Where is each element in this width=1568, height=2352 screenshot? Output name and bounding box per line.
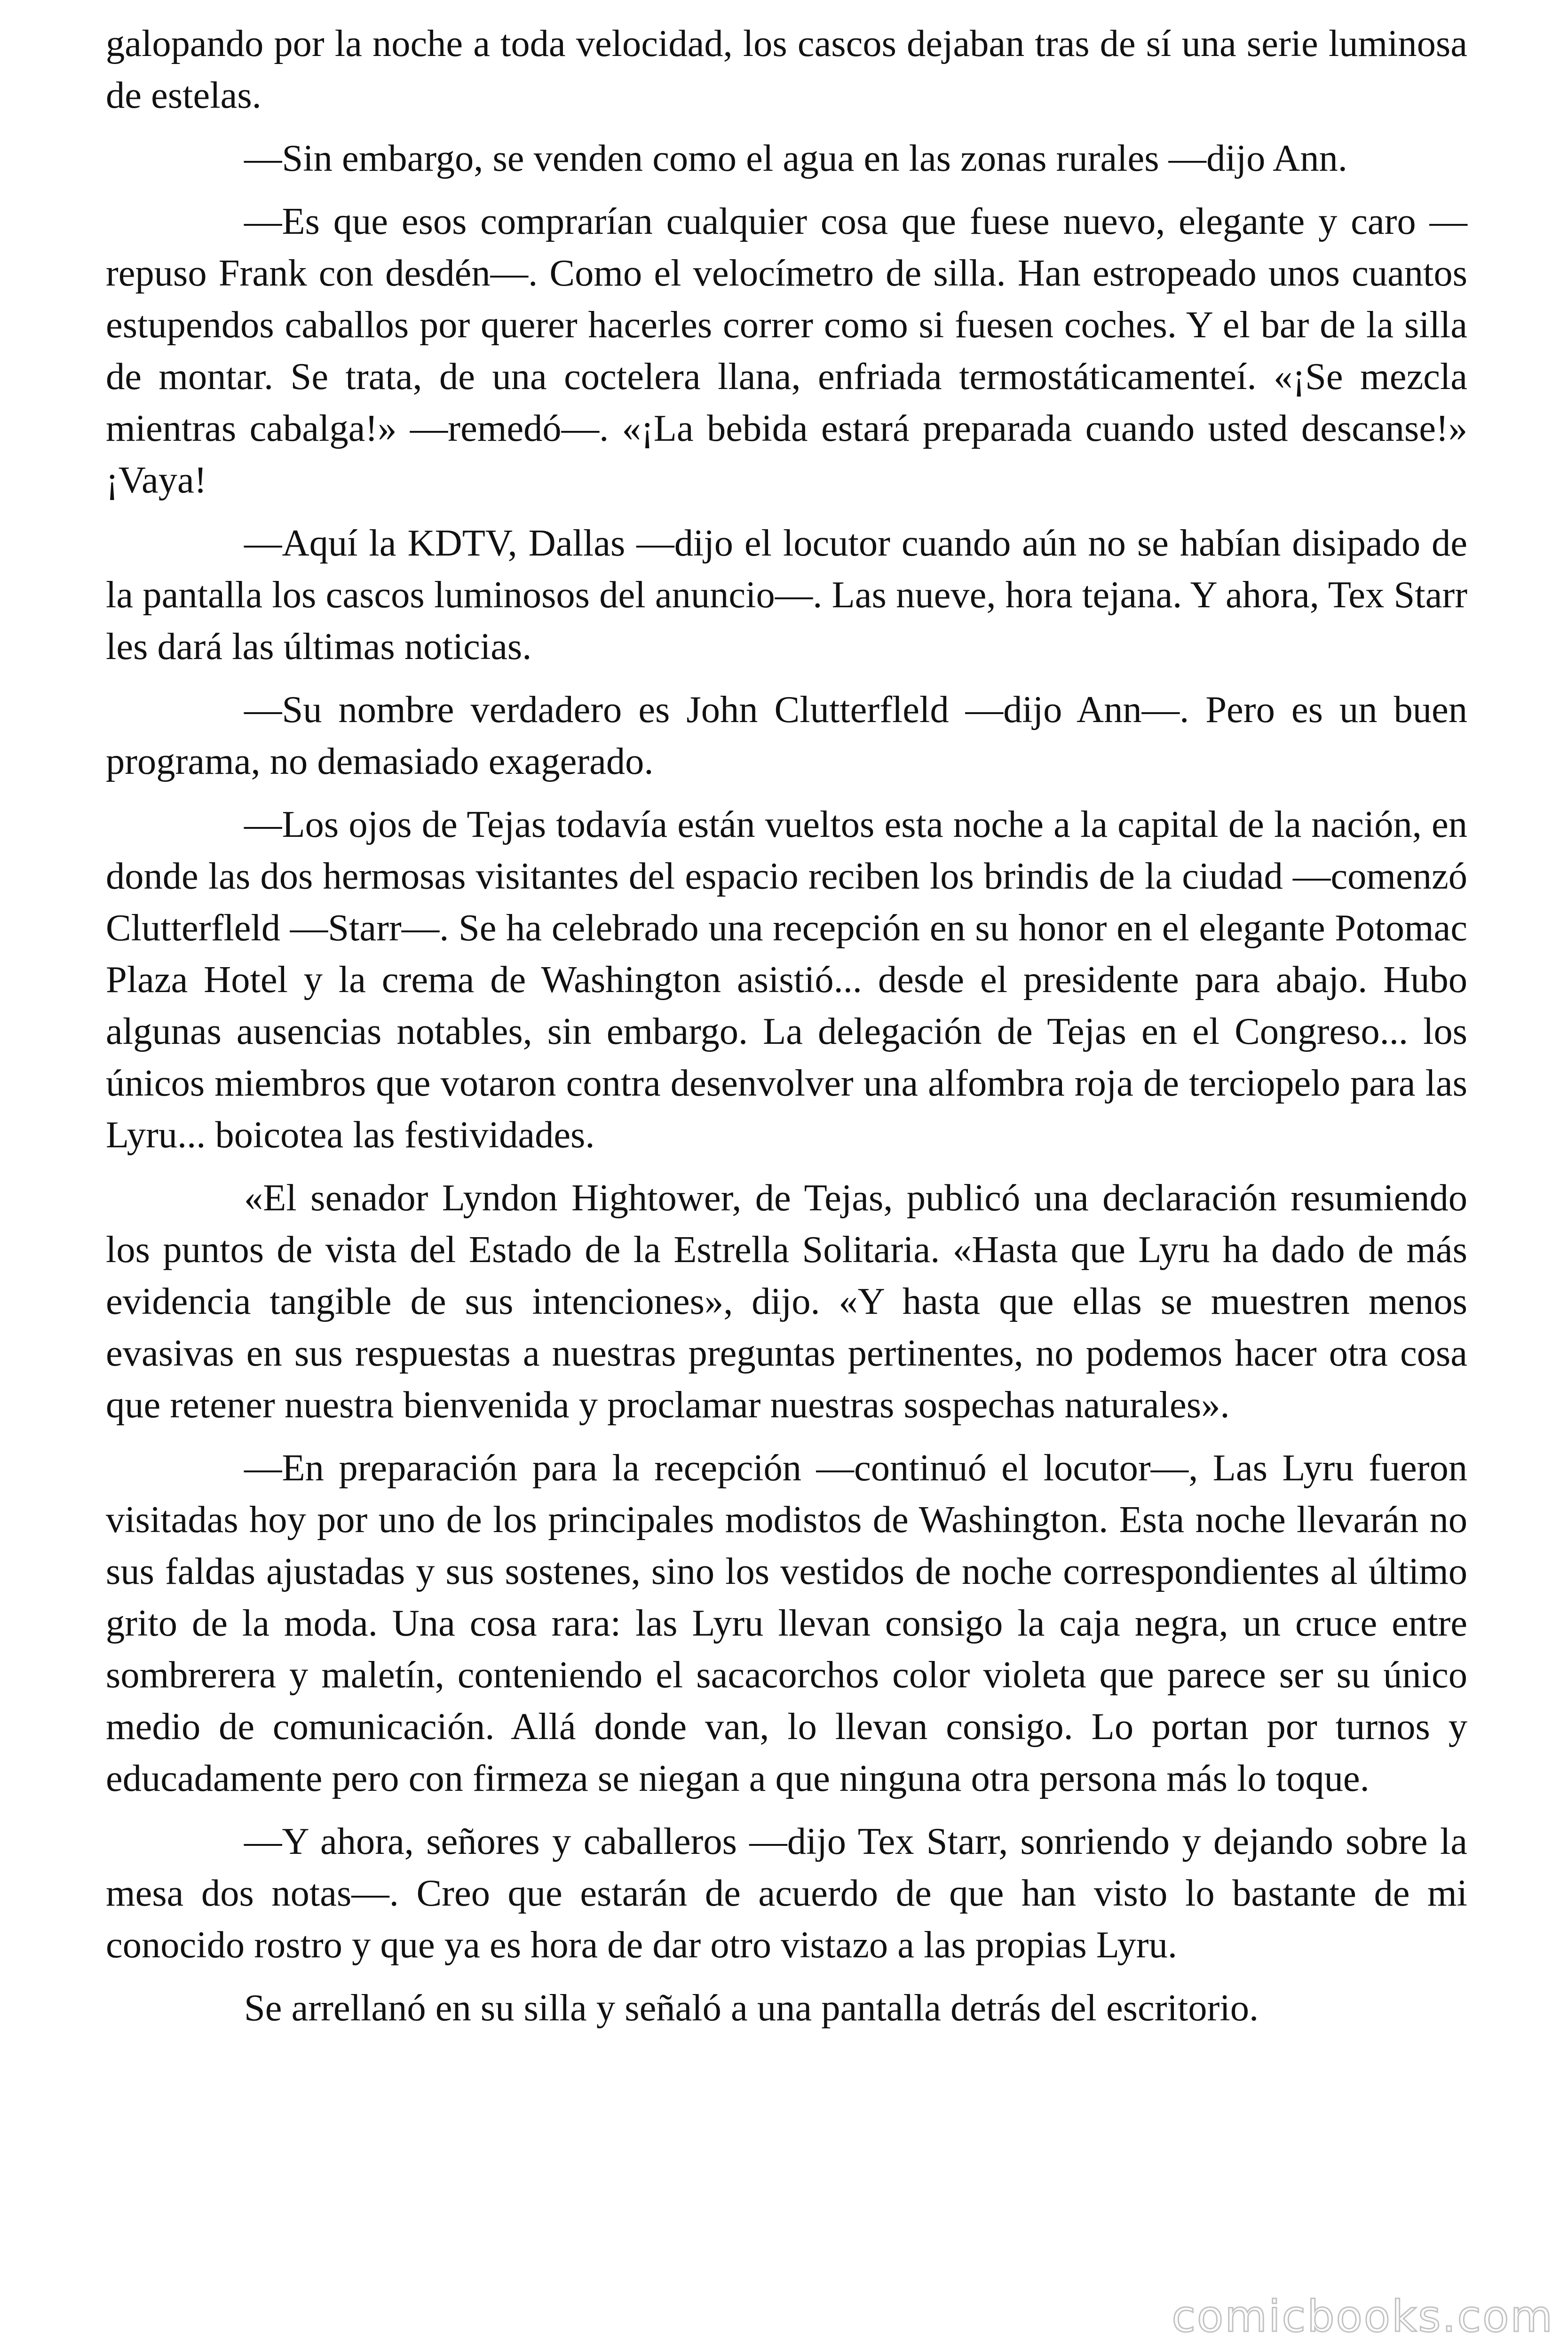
paragraph: «El senador Lyndon Hightower, de Tejas, publicó una declaración resumiendo los puntos de vista del Estado de la Estrella Solitaria. «Hasta que Lyru ha dado de más evidencia tangible de sus intenciones», dijo. «Y hasta que ellas se muestren menos evasivas en sus respuestas a nuestras preguntas pertinentes, no podemos hacer otra cosa que retener nuestra bienvenida y proclamar nuestras sospechas naturales». <box>106 1177 1467 1426</box>
watermark: comicbooks.com <box>1172 2291 1554 2342</box>
paragraph: —En preparación para la recepción —continuó el locutor—, Las Lyru fueron visitadas hoy por uno de los principales modistos de Washington. Esta noche llevarán no sus faldas ajustadas y sus sostenes, sino los vestidos de noche correspondientes al último grito de la moda. Una cosa rara: las Lyru llevan consigo la caja negra, un cruce entre sombrerera y maletín, conteniendo el sacacorchos color violeta que parece ser su único medio de comunicación. Allá donde van, lo llevan consigo. Lo portan por turnos y educadamente pero con firmeza se niegan a que ninguna otra persona más lo toque. <box>106 1447 1467 1799</box>
paragraph: galopando por la noche a toda velocidad, los cascos dejaban tras de sí una serie luminosa de estelas. <box>106 23 1467 116</box>
paragraph: —Los ojos de Tejas todavía están vueltos esta noche a la capital de la nación, en donde las dos hermosas visitantes del espacio reciben los brindis de la ciudad —comenzó Clutterfleld —Starr—. Se ha celebrado una recepción en su honor en el elegante Potomac Plaza Hotel y la crema de Washington asistió... desde el presidente para abajo. Hubo algunas ausencias notables, sin embargo. La delegación de Tejas en el Congreso... los únicos miembros que votaron contra desenvolver una alfombra roja de terciopelo para las Lyru... boicotea las festividades. <box>106 803 1467 1156</box>
paragraph: —Aquí la KDTV, Dallas —dijo el locutor cuando aún no se habían disipado de la pantalla los cascos luminosos del anuncio—. Las nueve, hora tejana. Y ahora, Tex Starr les dará las últimas noticias. <box>106 522 1467 667</box>
paragraph: Se arrellanó en su silla y señaló a una pantalla detrás del escritorio. <box>244 1987 1259 2029</box>
paragraph: —Es que esos comprarían cualquier cosa que fuese nuevo, elegante y caro —repuso Frank con desdén—. Como el velocímetro de silla. Han estropeado unos cuantos estupendos caballos por querer hacerles correr como si fuesen coches. Y el bar de la silla de montar. Se trata, de una coctelera llana, enfriada termostáticamenteí. «¡Se mezcla mientras cabalga!» —remedó—. «¡La bebida estará preparada cuando usted descanse!» ¡Vaya! <box>106 200 1467 501</box>
book-page <box>106 18 1467 2328</box>
paragraph: —Y ahora, señores y caballeros —dijo Tex Starr, sonriendo y dejando sobre la mesa dos notas—. Creo que estarán de acuerdo de que han visto lo bastante de mi conocido rostro y que ya es hora de dar otro vistazo a las propias Lyru. <box>106 1820 1467 1966</box>
paragraph: —Sin embargo, se venden como el agua en las zonas rurales —dijo Ann. <box>244 137 1347 179</box>
paragraph: —Su nombre verdadero es John Clutterfleld —dijo Ann—. Pero es un buen programa, no demasiado exagerado. <box>106 689 1467 782</box>
